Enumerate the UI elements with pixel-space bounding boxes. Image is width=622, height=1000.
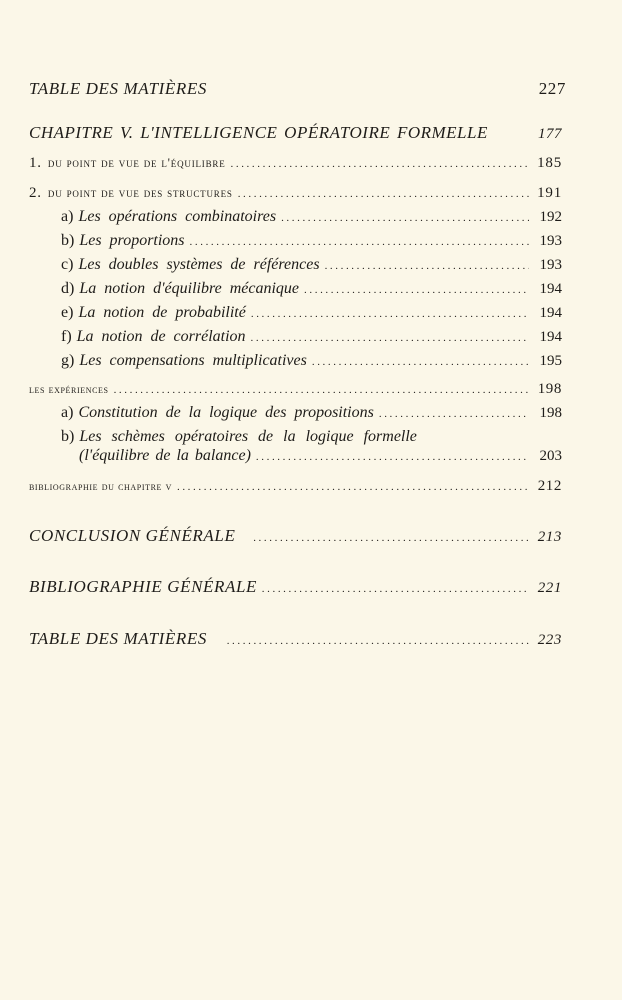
subsection-title: Les proportions <box>79 232 185 249</box>
running-header-page-number: 227 <box>538 79 566 98</box>
subsection-letter: b) <box>61 428 75 445</box>
major-entry-page: 213 <box>537 529 562 545</box>
dot-leader <box>281 212 529 224</box>
dot-leader <box>325 260 529 272</box>
subsection-page: 192 <box>539 209 562 225</box>
subsection-page: 194 <box>539 329 562 345</box>
dot-leader <box>114 384 529 396</box>
toc-subsection-entry <box>29 328 562 346</box>
running-header <box>29 79 566 99</box>
toc-subsection-entry <box>29 280 562 298</box>
subsection-title: La notion de probabilité <box>78 304 246 321</box>
subsection-page: 194 <box>539 281 562 297</box>
section-page: 185 <box>537 155 562 171</box>
major-entry-page: 223 <box>537 632 562 648</box>
subsection-title: Les compensations multiplicatives <box>79 352 307 369</box>
chapter-bibliography-page: 212 <box>537 478 562 494</box>
chapter-title: CHAPITRE V. L'INTELLIGENCE OPÉRATOIRE FORMELLE <box>29 123 488 142</box>
toc-section-entry <box>29 381 562 398</box>
section-page: 191 <box>537 185 562 201</box>
dot-leader <box>253 532 529 544</box>
subsection-title-continuation: (l'équilibre de la balance) <box>79 447 251 464</box>
toc-section-entry <box>29 155 562 172</box>
toc-subsection-entry <box>29 404 562 422</box>
major-entry-title: CONCLUSION GÉNÉRALE <box>29 526 236 545</box>
section-number: 2. <box>29 185 42 201</box>
toc-chapter-entry <box>29 123 562 143</box>
dot-leader <box>177 481 529 493</box>
toc-subsection-continuation <box>29 447 562 465</box>
dot-leader <box>379 408 529 420</box>
subsection-letter: g) <box>61 352 75 369</box>
experiences-page: 198 <box>537 381 562 397</box>
dot-leader <box>256 451 529 463</box>
toc-subsection-entry <box>29 208 562 226</box>
dot-leader <box>251 332 529 344</box>
toc-major-entry <box>29 629 562 649</box>
subsection-letter: c) <box>61 256 74 273</box>
dot-leader <box>231 158 530 170</box>
subsection-title: Les schèmes opératoires de la logique formelle <box>79 428 417 445</box>
toc-section-entry <box>29 185 562 202</box>
toc-subsection-entry <box>29 352 562 370</box>
running-header-title: TABLE DES MATIÈRES <box>29 79 207 98</box>
section-label: du point de vue de l'équilibre <box>47 155 226 170</box>
major-entry-page: 221 <box>537 580 562 596</box>
dot-leader <box>262 583 529 595</box>
dot-leader <box>251 308 529 320</box>
toc-subsection-entry <box>29 304 562 322</box>
experiences-label: les expériences <box>29 382 109 396</box>
subsection-title: Les opérations combinatoires <box>78 208 277 225</box>
subsection-page: 194 <box>539 305 562 321</box>
subsection-letter: b) <box>61 232 75 249</box>
toc-major-entry <box>29 526 562 546</box>
toc-subsection-entry <box>29 256 562 274</box>
subsection-letter: d) <box>61 280 75 297</box>
subsection-page: 193 <box>539 233 562 249</box>
subsection-page: 193 <box>539 257 562 273</box>
subsection-title: La notion d'équilibre mécanique <box>79 280 300 297</box>
dot-leader <box>227 635 529 647</box>
subsection-title: Constitution de la logique des propositions <box>78 404 374 421</box>
major-entry-title: TABLE DES MATIÈRES <box>29 629 207 648</box>
subsection-title: Les doubles systèmes de références <box>78 256 320 273</box>
dot-leader <box>190 236 529 248</box>
subsection-title: La notion de corrélation <box>76 328 246 345</box>
dot-leader <box>312 356 529 368</box>
chapter-bibliography-label: bibliographie du chapitre v <box>29 479 172 493</box>
toc-section-entry <box>29 478 562 495</box>
dot-leader <box>238 188 529 200</box>
subsection-letter: a) <box>61 404 74 421</box>
toc-subsection-entry <box>29 428 562 446</box>
subsection-page: 203 <box>539 448 562 464</box>
section-label: du point de vue des structures <box>47 185 233 200</box>
subsection-letter: a) <box>61 208 74 225</box>
dot-leader <box>304 284 529 296</box>
chapter-page: 177 <box>538 126 562 142</box>
toc-major-entry <box>29 577 562 597</box>
section-number: 1. <box>29 155 42 171</box>
toc-subsection-entry <box>29 232 562 250</box>
subsection-letter: f) <box>61 328 72 345</box>
major-entry-title: BIBLIOGRAPHIE GÉNÉRALE <box>29 577 258 596</box>
subsection-page: 198 <box>539 405 562 421</box>
subsection-page: 195 <box>539 353 562 369</box>
subsection-letter: e) <box>61 304 74 321</box>
